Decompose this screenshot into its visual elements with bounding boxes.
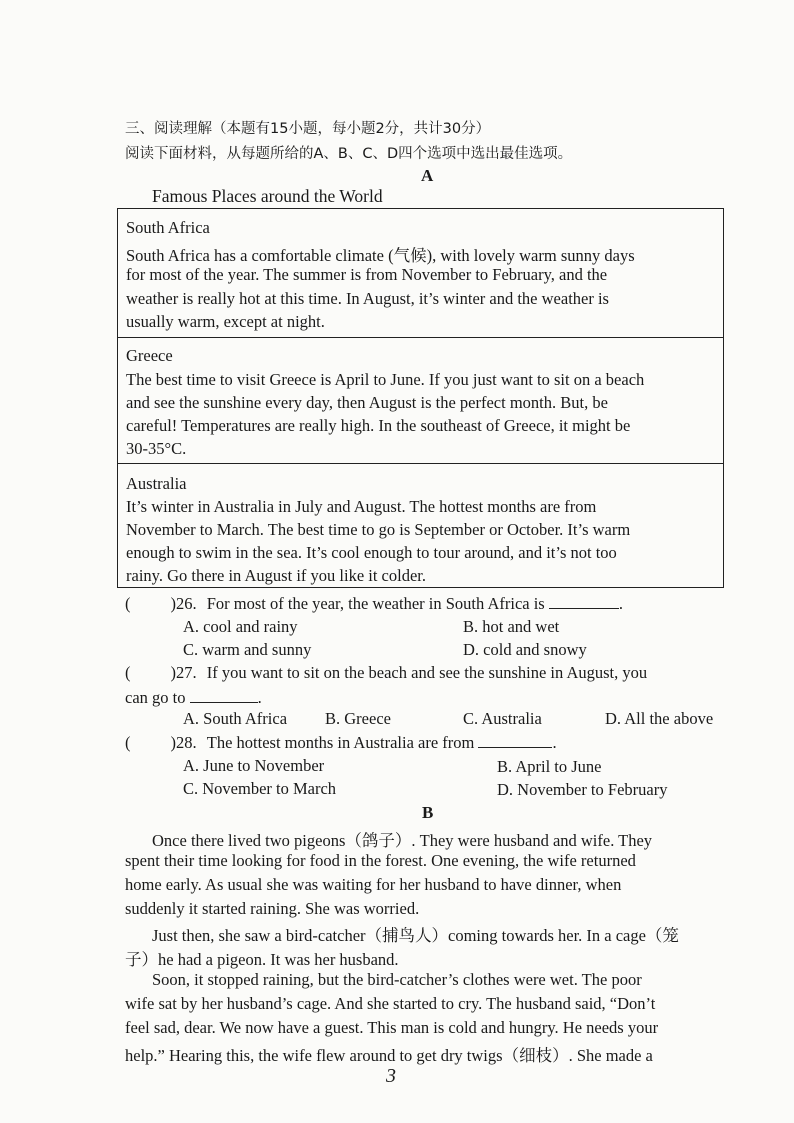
- passage-b-label: B: [422, 803, 434, 822]
- places-table: [117, 208, 724, 588]
- answer-paren-open[interactable]: (: [125, 733, 131, 752]
- passage-b-line: feel sad, dear. We now have a guest. This man is cold and hungry. He needs your: [125, 1018, 659, 1037]
- option-27-d[interactable]: D. All the above: [605, 709, 714, 728]
- question-end: .: [257, 688, 262, 707]
- option-26-c[interactable]: C. warm and sunny: [183, 640, 312, 659]
- passage-a-title: Famous Places around the World: [152, 186, 383, 206]
- question-end: .: [618, 594, 623, 613]
- row-text-line: 30-35°C.: [126, 439, 187, 458]
- passage-b-line: suddenly it started raining. She was worried.: [125, 899, 420, 918]
- option-28-b[interactable]: B. April to June: [497, 757, 602, 776]
- question-stem: For most of the year, the weather in South Africa is: [206, 594, 545, 613]
- row-text-line: for most of the year. The summer is from November to February, and the: [126, 265, 608, 284]
- row-text-line: November to March. The best time to go is September or October. It’s warm: [126, 520, 631, 539]
- option-28-a[interactable]: A. June to November: [183, 756, 325, 775]
- question-number: )28.: [170, 733, 197, 752]
- option-27-b[interactable]: B. Greece: [325, 709, 391, 728]
- row-text-line: It’s winter in Australia in July and August. The hottest months are from: [126, 497, 597, 516]
- answer-paren-open[interactable]: (: [125, 663, 131, 682]
- row-text-line: South Africa has a comfortable climate (气候), with lovely warm sunny days: [126, 246, 635, 265]
- page-number: 3: [386, 1065, 396, 1087]
- question-27-cont: [125, 688, 262, 708]
- passage-b-line: wife sat by her husband’s cage. And she started to cry. The husband said, “Don’t: [125, 994, 656, 1013]
- passage-b-line: home early. As usual she was waiting for her husband to have dinner, when: [125, 875, 622, 894]
- passage-b-line: spent their time looking for food in the forest. One evening, the wife returned: [125, 851, 636, 870]
- option-27-c[interactable]: C. Australia: [463, 709, 542, 728]
- passage-b-line: 子）he had a pigeon. It was her husband.: [125, 950, 399, 969]
- passage-b-line: Just then, she saw a bird-catcher（捕鸟人）coming towards her. In a cage（笼: [152, 926, 679, 945]
- option-27-a[interactable]: A. South Africa: [183, 709, 288, 728]
- question-stem: The hottest months in Australia are from: [206, 733, 475, 752]
- row-heading-australia: Australia: [126, 474, 187, 493]
- row-text-line: The best time to visit Greece is April to June. If you just want to sit on a beach: [126, 370, 645, 389]
- option-28-c[interactable]: C. November to March: [183, 779, 337, 798]
- question-26: [125, 594, 623, 614]
- passage-a-label: A: [421, 166, 434, 185]
- row-text-line: careful! Temperatures are really high. In the southeast of Greece, it might be: [126, 416, 631, 435]
- passage-b-line: Once there lived two pigeons（鸽子）. They were husband and wife. They: [152, 831, 653, 850]
- row-heading-south-africa: South Africa: [126, 218, 210, 237]
- blank-line: [478, 746, 552, 748]
- question-28: [125, 733, 557, 753]
- blank-line: [190, 701, 258, 703]
- option-26-a[interactable]: A. cool and rainy: [183, 617, 298, 636]
- passage-b-line: help.” Hearing this, the wife flew around to get dry twigs（细枝）. She made a: [125, 1046, 653, 1065]
- question-number: )27.: [170, 663, 197, 682]
- row-text-line: rainy. Go there in August if you like it colder.: [126, 566, 426, 585]
- row-text-line: enough to swim in the sea. It’s cool enough to tour around, and it’s not too: [126, 543, 617, 562]
- row-divider: [118, 463, 723, 464]
- question-stem-cont: can go to: [125, 688, 186, 707]
- option-26-b[interactable]: B. hot and wet: [463, 617, 560, 636]
- row-divider: [118, 337, 723, 338]
- question-stem: If you want to sit on the beach and see the sunshine in August, you: [206, 663, 648, 682]
- blank-line: [549, 607, 619, 609]
- section-title: 三、阅读理解（本题有15小题，每小题2分，共计30分）: [125, 121, 491, 137]
- option-28-d[interactable]: D. November to February: [497, 780, 668, 799]
- answer-paren-open[interactable]: (: [125, 594, 131, 613]
- row-text-line: usually warm, except at night.: [126, 312, 325, 331]
- question-number: )26.: [170, 594, 197, 613]
- row-text-line: weather is really hot at this time. In August, it’s winter and the weather is: [126, 289, 609, 308]
- question-end: .: [552, 733, 557, 752]
- question-27: [125, 663, 647, 683]
- passage-b-line: Soon, it stopped raining, but the bird-catcher’s clothes were wet. The poor: [152, 970, 642, 989]
- row-heading-greece: Greece: [126, 346, 173, 365]
- row-text-line: and see the sunshine every day, then August is the perfect month. But, be: [126, 393, 608, 412]
- option-26-d[interactable]: D. cold and snowy: [463, 640, 587, 659]
- instructions: 阅读下面材料，从每题所给的A、B、C、D四个选项中选出最佳选项。: [125, 146, 573, 162]
